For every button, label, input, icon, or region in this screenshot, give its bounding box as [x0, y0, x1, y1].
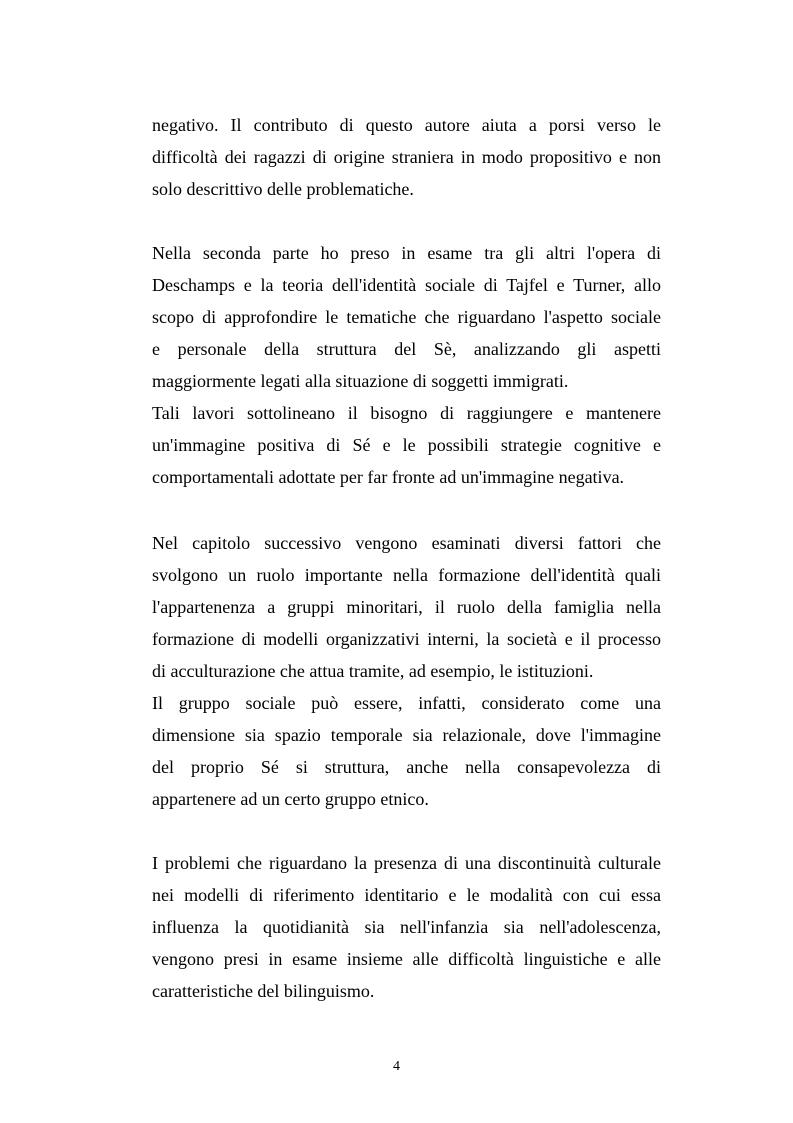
text-line: e personale della struttura del Sè, analizzando gli aspetti — [152, 339, 661, 359]
text-line: Nella seconda parte ho preso in esame tra gli altri l'opera di — [152, 243, 661, 263]
text-line: maggiormente legati alla situazione di soggetti immigrati. — [152, 371, 569, 391]
text-line: Nel capitolo successivo vengono esaminati diversi fattori che — [152, 533, 661, 553]
text-line: scopo di approfondire le tematiche che riguardano l'aspetto sociale — [152, 307, 661, 327]
text-line: appartenere ad un certo gruppo etnico. — [152, 789, 429, 809]
text-line: Il gruppo sociale può essere, infatti, considerato come una — [152, 693, 661, 713]
text-line: di acculturazione che attua tramite, ad esempio, le istituzioni. — [152, 661, 594, 681]
text-line: difficoltà dei ragazzi di origine straniera in modo propositivo e non — [152, 147, 661, 167]
text-line: caratteristiche del bilinguismo. — [152, 981, 375, 1001]
text-line: del proprio Sé si struttura, anche nella consapevolezza di — [152, 757, 661, 777]
text-line: l'appartenenza a gruppi minoritari, il ruolo della famiglia nella — [152, 597, 661, 617]
text-line: vengono presi in esame insieme alle difficoltà linguistiche e alle — [152, 949, 661, 969]
text-line: dimensione sia spazio temporale sia relazionale, dove l'immagine — [152, 725, 661, 745]
text-line: I problemi che riguardano la presenza di una discontinuità culturale — [152, 853, 661, 873]
text-line: Deschamps e la teoria dell'identità sociale di Tajfel e Turner, allo — [152, 275, 661, 295]
text-line: un'immagine positiva di Sé e le possibili strategie cognitive e — [152, 435, 661, 455]
text-line: influenza la quotidianità sia nell'infanzia sia nell'adolescenza, — [152, 917, 661, 937]
text-line: svolgono un ruolo importante nella formazione dell'identità quali — [152, 565, 661, 585]
text-line: Tali lavori sottolineano il bisogno di raggiungere e mantenere — [152, 403, 661, 423]
page-number: 4 — [393, 1059, 400, 1074]
text-line: formazione di modelli organizzativi interni, la società e il processo — [152, 629, 661, 649]
text-line: negativo. Il contributo di questo autore aiuta a porsi verso le — [152, 115, 661, 135]
text-line: nei modelli di riferimento identitario e le modalità con cui essa — [152, 885, 661, 905]
text-line: comportamentali adottate per far fronte ad un'immagine negativa. — [152, 467, 625, 487]
text-line: solo descrittivo delle problematiche. — [152, 179, 414, 199]
